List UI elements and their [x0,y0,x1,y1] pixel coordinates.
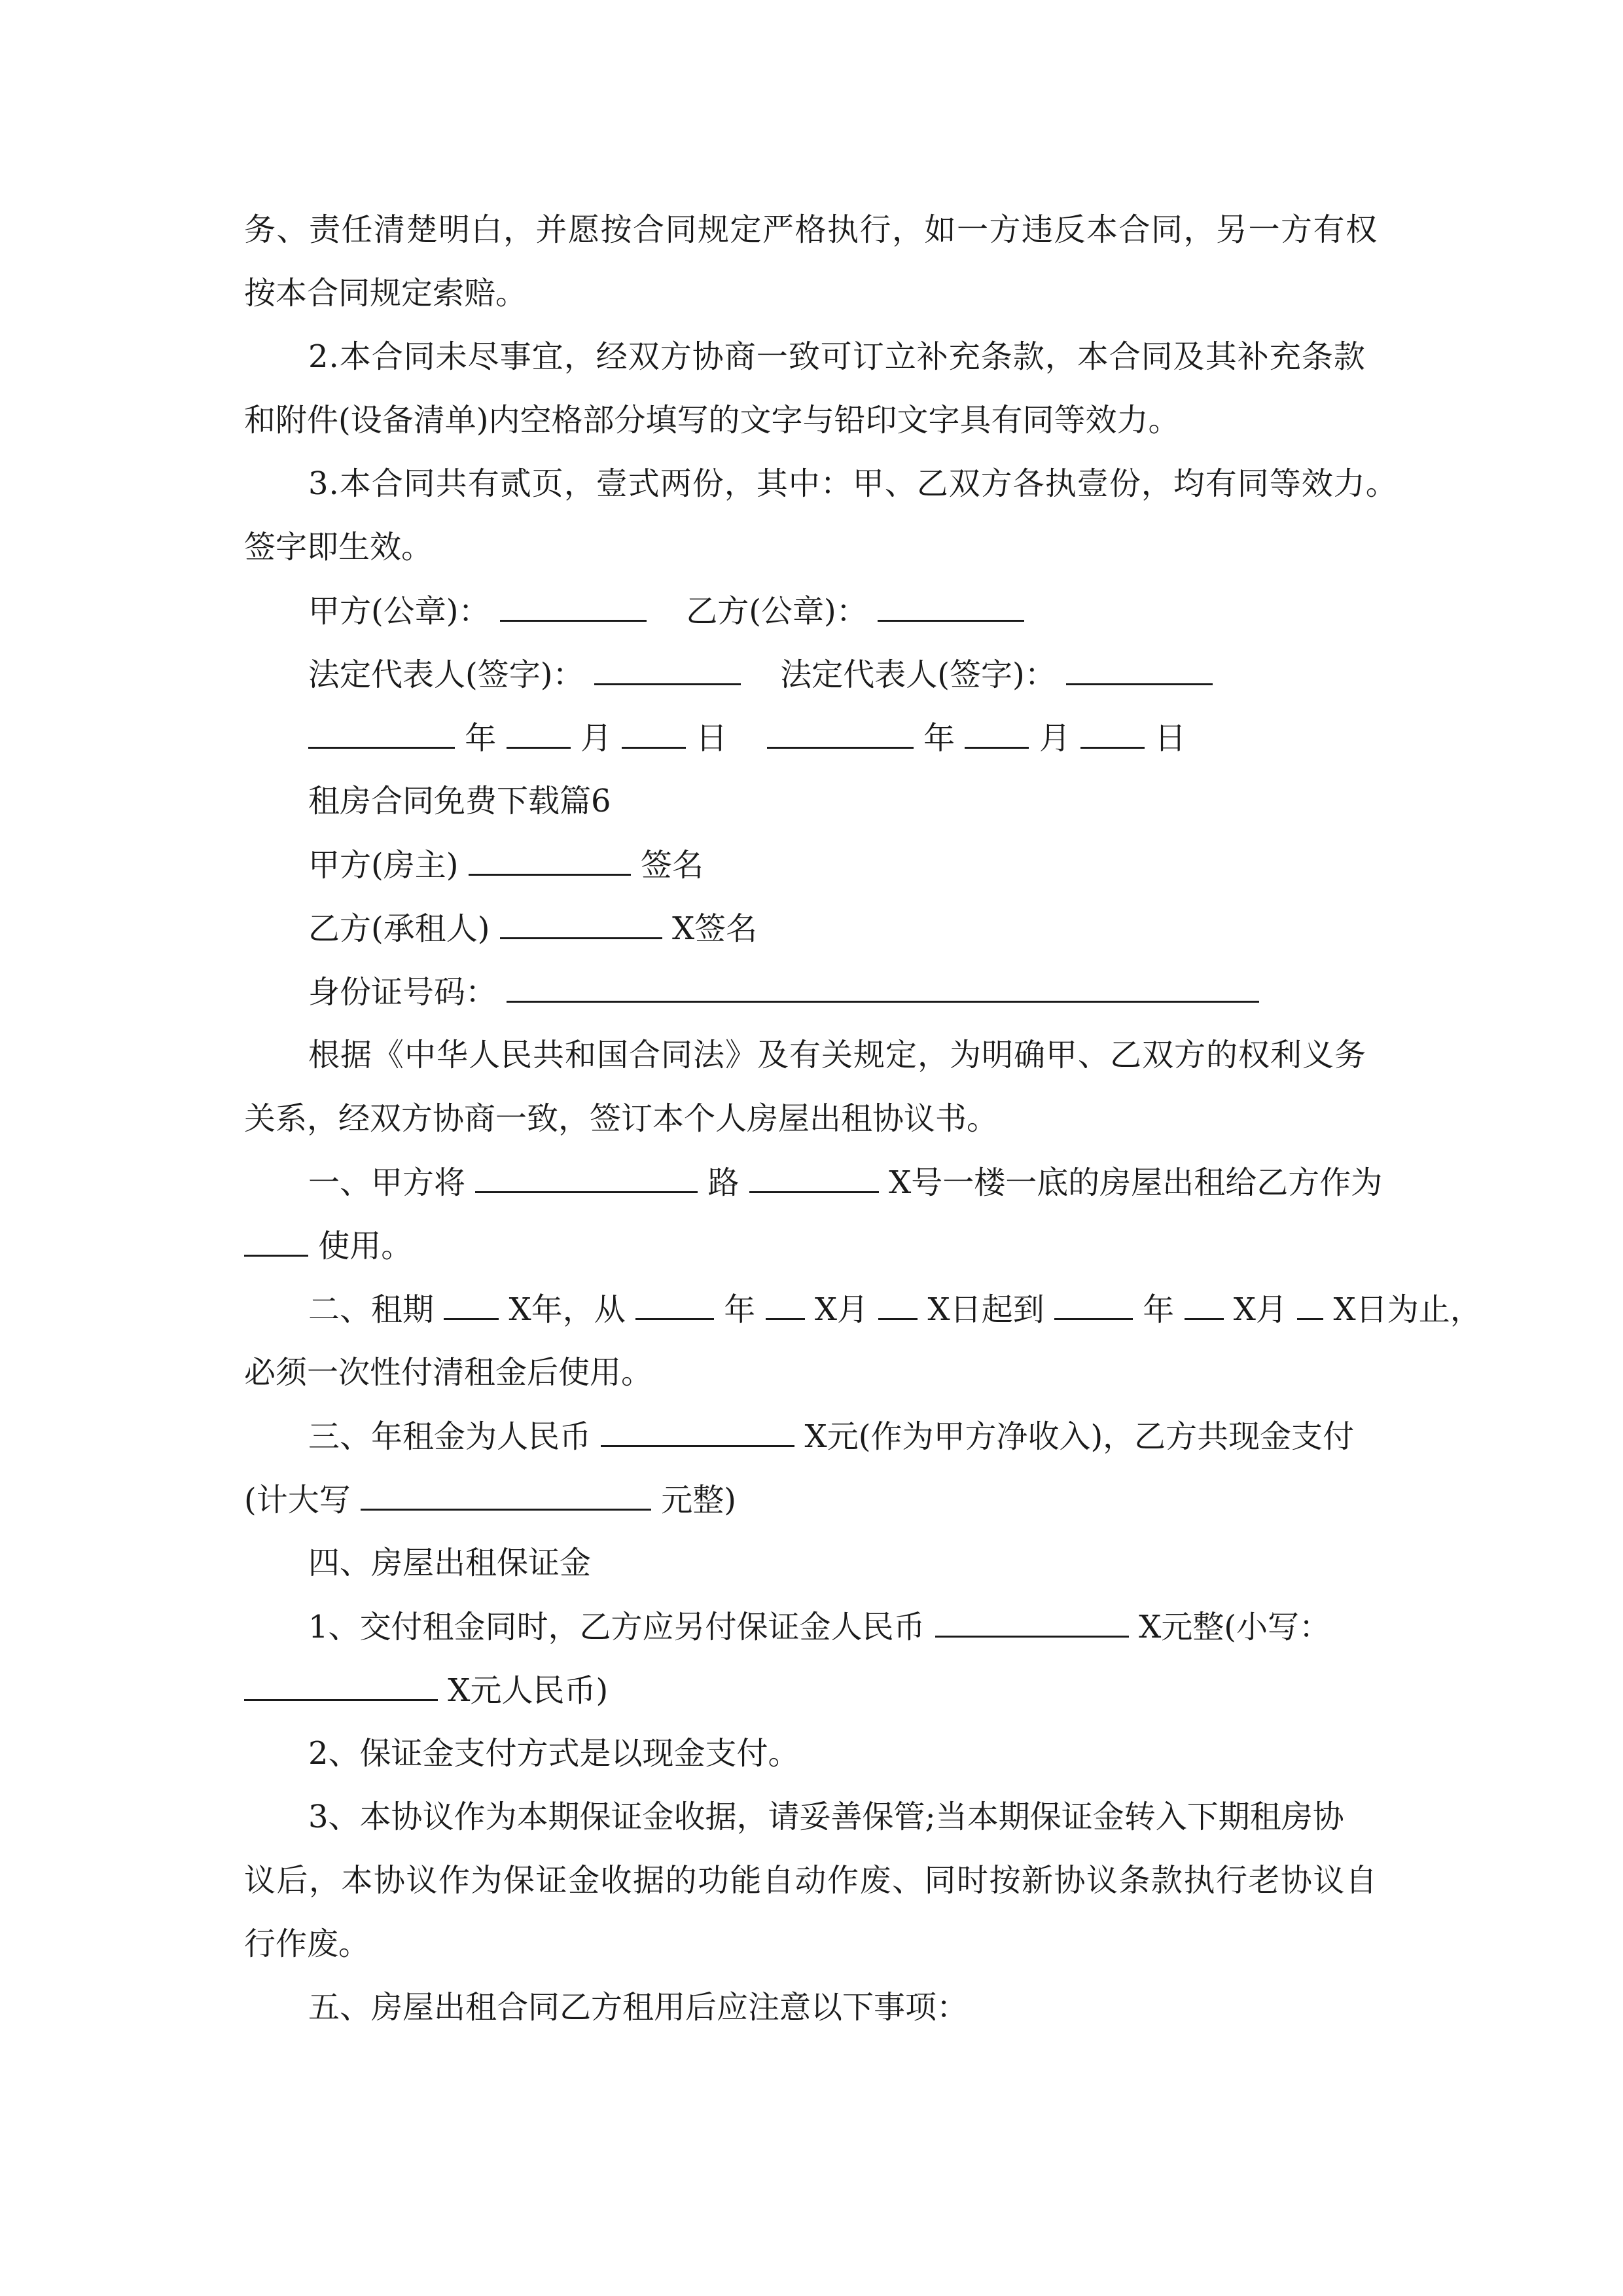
clause-2-line-1: 2.本合同未尽事宜，经双方协商一致可订立补充条款，本合同及其补充条款 [308,338,1366,375]
landlord-sign: 签名 [641,847,704,884]
article-2-line-2: 必须一次性付清租金后使用。 [244,1354,653,1391]
article-5-title: 五、房屋出租合同乙方租用后应注意以下事项： [308,1989,969,2026]
party-b-seal-blank [878,591,1024,622]
landlord-blank [469,845,631,876]
art1-road-blank [475,1162,698,1193]
id-line [308,972,1259,1011]
landlord-line [308,845,704,884]
article-4-item-2: 2、保证金支付方式是以现金支付。 [308,1735,800,1772]
art2-end-month-blank [1185,1289,1224,1320]
clause-1-line-1: 务、责任清楚明白，并愿按合同规定严格执行，如一方违反本合同，另一方有权 [244,211,1378,248]
preamble-line-1: 根据《中华人民共和国合同法》及有关规定，为明确甲、乙双方的权利义务 [308,1037,1367,1073]
date-a-day: 日 [696,720,728,757]
article-2-line-1: 二、租期 X年，从 年 X月 X日起到 年 X月 X日为止， [308,1289,1482,1329]
tenant-blank [500,908,662,939]
article-3-line-2: (计大写 元整) [244,1480,736,1519]
tenant-label: 乙方(承租人) [308,910,490,947]
article-4-item-3-line-2: 议后，本协议作为保证金收据的功能自动作废、同时按新协议条款执行老协议自 [244,1862,1378,1899]
seal-line [308,591,1024,630]
art1-number-blank [749,1162,879,1193]
legal-rep-line [308,655,1213,694]
article-3-line-1: 三、年租金为人民币 X元(作为甲方净收入)，乙方共现金支付 [308,1416,1354,1456]
party-a-seal-label: 甲方(公章)： [308,593,490,630]
clause-2-line-2: 和附件(设备清单)内空格部分填写的文字与铅印文字具有同等效力。 [244,402,1180,439]
article-1-line-1: 一、甲方将 路 X号一楼一底的房屋出租给乙方作为 [308,1162,1382,1202]
section-title: 租房合同免费下载篇6 [308,783,611,819]
art2-start-day-blank [878,1289,918,1320]
art3-rent-blank [601,1416,794,1447]
date-a-month: 月 [580,720,612,757]
art2-start-month-blank [766,1289,805,1320]
clause-3-line-1: 3.本合同共有贰页，壹式两份，其中：甲、乙双方各执壹份，均有同等效力。 [308,465,1398,502]
date-a-year-blank [308,718,455,749]
date-a-month-blank [507,718,571,749]
art2-term-blank [444,1289,499,1320]
art4-deposit-small-blank [244,1670,438,1701]
legal-rep-a-blank [594,655,741,685]
art2-end-year-blank [1054,1289,1133,1320]
date-b-month: 月 [1039,720,1071,757]
legal-rep-b-label: 法定代表人(签字)： [780,656,1056,693]
article-4-item-3-line-3: 行作废。 [244,1926,370,1962]
clause-3-line-2: 签字即生效。 [244,529,433,565]
article-4-item-3-line-1: 3、本协议作为本期保证金收据，请妥善保管;当本期保证金转入下期租房协 [308,1799,1344,1835]
date-b-day-blank [1080,718,1145,749]
id-label: 身份证号码： [308,974,497,1011]
date-a-year: 年 [465,720,497,757]
article-1-line-2: 使用。 [244,1226,412,1265]
preamble-line-2: 关系，经双方协商一致，签订本个人房屋出租协议书。 [244,1100,999,1137]
date-b-month-blank [965,718,1029,749]
legal-rep-b-blank [1066,655,1213,685]
party-b-seal-label: 乙方(公章)： [686,593,868,630]
legal-rep-a-label: 法定代表人(签字)： [308,656,584,693]
landlord-label: 甲方(房主) [308,847,459,884]
date-b-year-blank [767,718,914,749]
tenant-sign: X签名 [672,910,758,947]
party-a-seal-blank [500,591,647,622]
art2-start-year-blank [635,1289,714,1320]
id-blank [507,972,1259,1003]
article-4-item-1-line-1: 1、交付租金同时，乙方应另付保证金人民币 X元整(小写： [308,1607,1330,1646]
article-4-title: 四、房屋出租保证金 [308,1545,592,1581]
art2-end-day-blank [1297,1289,1323,1320]
article-4-item-1-line-2: X元人民币) [244,1670,608,1710]
date-b-day: 日 [1154,720,1186,757]
tenant-line [308,908,757,948]
date-b-year: 年 [923,720,955,757]
clause-1-line-2: 按本合同规定索赔。 [244,275,527,312]
date-a-day-blank [622,718,686,749]
art4-deposit-blank [935,1607,1129,1638]
art1-use-blank [244,1226,308,1257]
art3-capital-blank [361,1480,651,1511]
date-line [308,718,1186,757]
